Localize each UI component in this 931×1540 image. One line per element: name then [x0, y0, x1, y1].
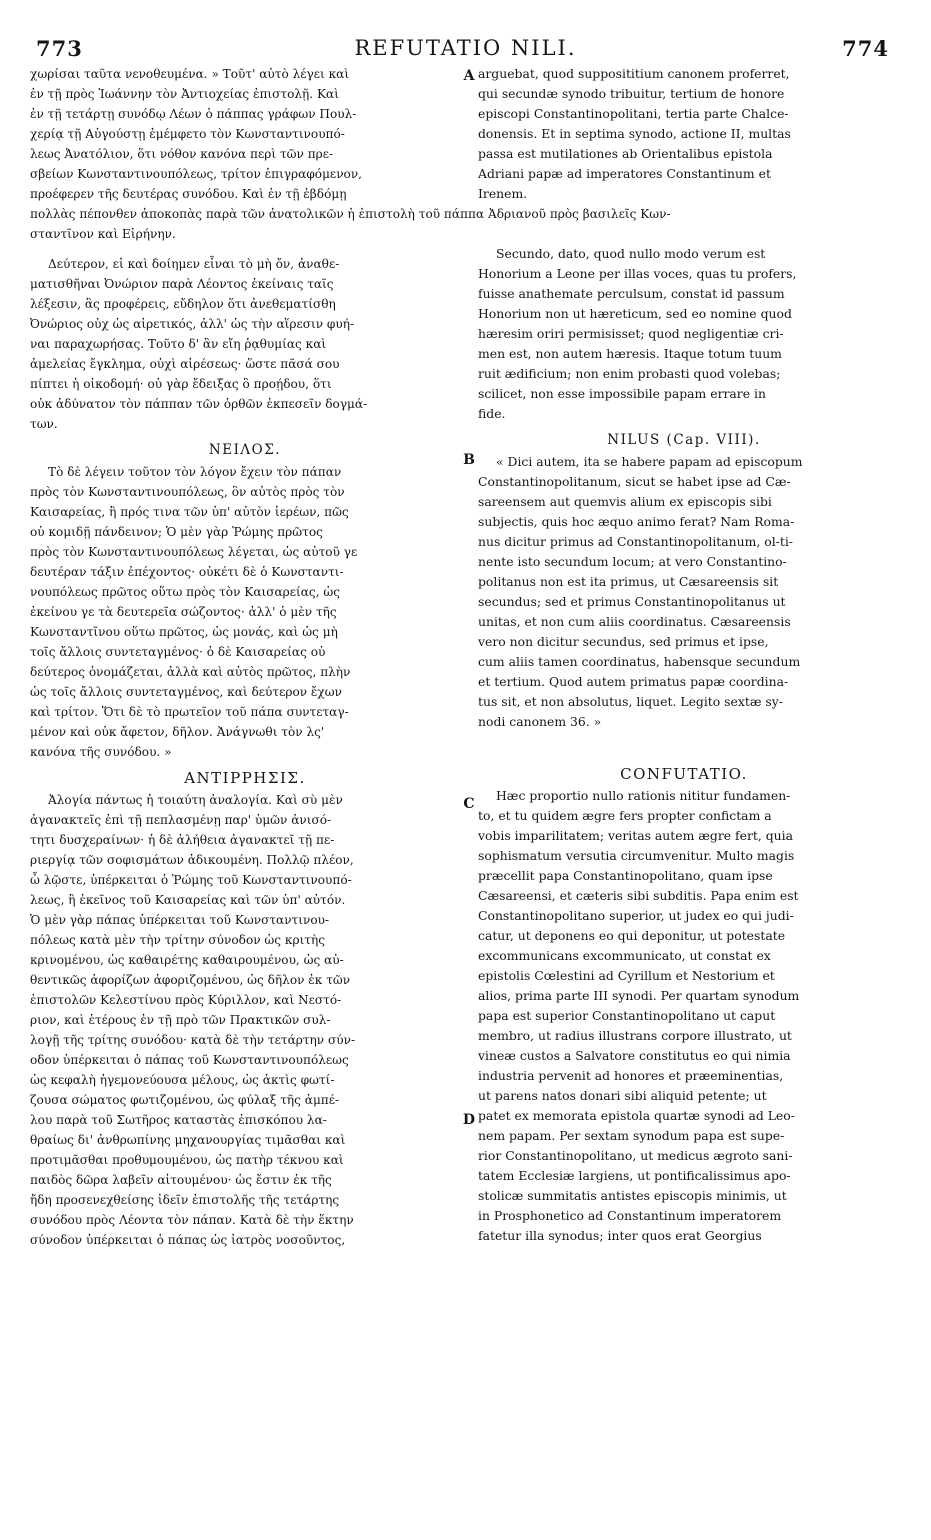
text-line: κανόνα τῆς συνόδου. » — [30, 745, 172, 759]
text-line: nodi canonem 36. » — [478, 714, 602, 729]
text-line: νουπόλεως πρῶτος οὕτω πρὸς τὸν Καισαρείας, ὡς — [30, 585, 341, 599]
text-line: papa est superior Constantinopolitano ut caput — [478, 1008, 776, 1023]
text-line: ζουσα σώματος φωτιζομένου, ὡς φύλαξ τῆς ἀμπέ- — [30, 1093, 340, 1107]
text-line: Τὸ δὲ λέγειν τοῦτον τὸν λόγον ἔχειν τὸν πάπαν — [48, 465, 342, 479]
text-line: fide. — [478, 406, 506, 421]
latin-column — [478, 64, 890, 1528]
text-line: προτιμᾶσθαι προθυμουμένου, ὡς πατὴρ τέκνου καὶ — [30, 1153, 344, 1167]
margin-marker-c: C — [463, 796, 475, 812]
running-title: REFUTATIO NILI. — [354, 36, 577, 60]
text-line: οδον ὑπέρκειται ὁ πάπας τοῦ Κωνσταντινουπόλεως — [30, 1053, 349, 1067]
text-line: δευτέραν τάξιν ἐπέχοντος· οὐκέτι δὲ ὁ Κωνσταντι- — [30, 565, 344, 579]
margin-marker-d: D — [462, 1112, 476, 1128]
text-line: μένον καὶ οὐκ ἄφετον, δῆλον. Ἀνάγνωθι τὸν λς' — [30, 725, 325, 739]
text-line: Hæc proportio nullo rationis nititur fundamen- — [496, 788, 791, 803]
text-line: πόλεως κατὰ μὲν τὴν τρίτην σύνοδον ὡς κριτὴς — [30, 933, 326, 947]
text-line: πρὸς τὸν Κωνσταντινουπόλεως λέγεται, ὡς αὐτοῦ γε — [30, 545, 358, 559]
text-line: to, et tu quidem ægre fers propter confictam a — [478, 808, 772, 823]
text-line: catur, ut deponens eo qui deponitur, ut potestate — [478, 928, 786, 943]
text-line: unitas, et non cum aliis coordinatus. Cæsareensis — [478, 614, 791, 629]
text-line: λου παρὰ τοῦ Σωτῆρος καταστὰς ἐπισκόπου λα- — [30, 1113, 327, 1127]
text-line: Secundo, dato, quod nullo modo verum est — [496, 246, 766, 261]
text-line: Καισαρείας, ἢ πρός τινα τῶν ὑπ' αὐτὸν ἱερέων, πῶς — [30, 505, 349, 519]
latin-heading-confutatio: CONFUTATIO. — [620, 765, 748, 783]
text-line: ὡς τοῖς ἄλλοις συντεταγμένος, καὶ δεύτερον ἔχων — [30, 685, 342, 699]
text-line: ἐν τῇ τετάρτῃ συνόδῳ Λέων ὁ πάππας γράφων Πουλ- — [30, 107, 357, 121]
text-line: vero non dicitur secundus, sed primus et ipse, — [478, 634, 769, 649]
text-line: σταντῖνον καὶ Εἰρήνην. — [30, 227, 176, 241]
text-line: Ἀλογία πάντως ἡ τοιαύτη ἀναλογία. Καὶ σὺ μὲν — [48, 793, 343, 807]
text-line: δεύτερος ὀνομάζεται, ἀλλὰ καὶ αὐτὸς πρῶτος, πλὴν — [30, 665, 351, 679]
text-line: scilicet, non esse impossibile papam errare in — [478, 386, 766, 401]
text-line: fuisse anathemate perculsum, constat id passum — [478, 286, 785, 301]
text-line: Adriani papæ ad imperatores Constantinum et — [478, 166, 771, 181]
text-line: epistolis Cœlestini ad Cyrillum et Nestorium et — [478, 968, 775, 983]
text-line: λεως, ἢ ἐκεῖνος τοῦ Καισαρείας καὶ τῶν ὑπ' αὐτόν. — [30, 893, 346, 907]
text-line: nente isto secundum locum; at vero Constantino- — [478, 554, 787, 569]
text-line: Ὁ μὲν γὰρ πάπας ὑπέρκειται τοῦ Κωνσταντινου- — [30, 913, 330, 927]
text-line: Constantinopolitano superior, ut judex eo qui judi- — [478, 908, 794, 923]
text-line: καὶ τρίτον. Ὅτι δὲ τὸ πρωτεῖον τοῦ πάπα συντεταγ- — [30, 705, 349, 719]
text-line: προέφερεν τῆς δευτέρας συνόδου. Καὶ ἐν τῇ ἑβδόμῃ — [30, 187, 347, 201]
text-line: fatetur illa synodus; inter quos erat Georgius — [478, 1228, 762, 1243]
text-line: Cæsareensi, et cæteris sibi subditis. Papa enim est — [478, 888, 799, 903]
text-line: ἀμελείας ἔγκλημα, οὐχὶ αἱρέσεως· ὥστε πᾶσά σου — [30, 357, 340, 371]
text-line: « Dici autem, ita se habere papam ad episcopum — [496, 454, 803, 469]
text-line: χερίᾳ τῇ Αὐγούστῃ ἐμέμφετο τὸν Κωνσταντινουπό- — [30, 127, 345, 141]
text-line: men est, non autem hæresis. Itaque totum tuum — [478, 346, 782, 361]
text-line: κρινομένου, ὡς καθαιρέτης καθαιρουμένου, ὡς αὐ- — [30, 953, 344, 967]
text-line: stolicæ summitatis antistes episcopis minimis, ut — [478, 1188, 787, 1203]
text-line: συνόδου πρὸς Λέοντα τὸν πάπαν. Κατὰ δὲ τὴν ἕκτην — [30, 1213, 354, 1227]
text-line: θραίως δι' ἀνθρωπίνης μηχανουργίας τιμᾶσθαι καὶ — [30, 1133, 346, 1147]
text-line: sophismatum versutia circumvenitur. Multo magis — [478, 848, 795, 863]
text-line: politanus non est ita primus, ut Cæsareensis sit — [478, 574, 779, 589]
text-line: ἐν τῇ πρὸς Ἰωάννην τὸν Ἀντιοχείας ἐπιστολῇ. Καὶ — [30, 87, 339, 101]
text-line: σύνοδον ὑπέρκειται ὁ πάπας ὡς ἰατρὸς νοσοῦντος, — [30, 1233, 346, 1247]
text-line: qui secundæ synodo tribuitur, tertium de honore — [478, 86, 785, 101]
text-line: λέξεσιν, ἃς προφέρεις, εὔδηλον ὅτι ἀνεθεματίσθη — [30, 297, 336, 311]
greek-heading-nilus: ΝΕΙΛΟΣ. — [208, 442, 282, 458]
text-line: ὡς κεφαλὴ ἡγεμονεύουσα μέλους, ὡς ἀκτὶς φωτί- — [30, 1073, 335, 1087]
text-line: industria pervenit ad honores et præeminentias, — [478, 1068, 784, 1083]
text-line: Constantinopolitanum, sicut se habet ipse ad Cæ- — [478, 474, 791, 489]
text-line: alios, prima parte III synodi. Per quartam synodum — [478, 988, 800, 1003]
text-line: τητι δυσχεραίνων· ἡ δὲ ἀλήθεια ἀγανακτεῖ τῇ πε- — [30, 833, 335, 847]
text-line: πίπτει ἡ οἰκοδομή· οὐ γὰρ ἔδειξας ὃ προῄδου, ὅτι — [30, 377, 332, 391]
text-line: vobis imparilitatem; veritas autem ægre fert, quia — [478, 828, 794, 843]
text-line: episcopi Constantinopolitani, tertia parte Chalce- — [478, 106, 789, 121]
text-line: λογῇ τῆς τρίτης συνόδου· κατὰ δὲ τὴν τετάρτην σύν- — [30, 1033, 356, 1047]
text-line: tatem Ecclesiæ largiens, ut pontificalissimus apo- — [478, 1168, 791, 1183]
page-header — [0, 22, 931, 60]
latin-confutatio-paragraph — [478, 786, 890, 1246]
text-line: ἤδη προσενεχθείσης ἰδεῖν ἐπιστολῆς τῆς τετάρτης — [30, 1193, 340, 1207]
greek-second-paragraph — [30, 254, 460, 434]
text-line: ἐκείνου γε τὰ δευτερεῖα σώζοντος· ἀλλ' ὁ μὲν τῆς — [30, 605, 337, 619]
text-line: Honorium non ut hæreticum, sed eo nomine quod — [478, 306, 792, 321]
text-line: passa est mutilationes ab Orientalibus epistola — [478, 146, 773, 161]
text-line: ματισθῆναι Ὀνώριον παρὰ Λέοντος ἐκείναις ταῖς — [30, 277, 334, 291]
text-line: ut parens natos donari sibi aliquid petente; ut — [478, 1088, 767, 1103]
text-line: nus dicitur primus ad Constantinopolitanum, ol-ti- — [478, 534, 793, 549]
text-line: ριον, καὶ ἑτέρους ἐν τῇ πρὸ τῶν Πρακτικῶν συλ- — [30, 1013, 331, 1027]
text-line: παιδὸς δῶρα λαβεῖν αἰτουμένου· ὡς ἔστιν ἐκ τῆς — [30, 1173, 332, 1187]
text-line: τοῖς ἄλλοις συντεταγμένος· ὁ δὲ Καισαρείας οὐ — [30, 645, 326, 659]
latin-nilus-paragraph — [478, 452, 890, 732]
text-line: των. — [30, 417, 58, 431]
text-line: patet ex memorata epistola quartæ synodi ad Leo- — [478, 1108, 795, 1123]
text-line: tus sit, et non absolutus, liquet. Legito sextæ sy- — [478, 694, 783, 709]
text-line: ριεργίᾳ τῶν σοφισμάτων ἀδικουμένη. Πολλῷ πλέον, — [30, 853, 354, 867]
text-line: vineæ custos a Salvatore constitutus eo qui nimia — [478, 1048, 791, 1063]
text-line: membro, ut radius illustrans corpore illustrato, ut — [478, 1028, 792, 1043]
text-line: excommunicans excommunicato, ut constat ex — [478, 948, 771, 963]
margin-marker-b: B — [463, 452, 475, 468]
margin-marker-a: A — [463, 68, 475, 84]
text-line: λεως Ἀνατόλιον, ὅτι νόθον κανόνα περὶ τῶν πρε- — [30, 147, 334, 161]
latin-second-paragraph — [478, 244, 890, 424]
text-line: ναι παραχωρήσας. Τοῦτο δ' ἂν εἴη ῥᾳθυμίας καὶ — [30, 337, 327, 351]
text-line: Δεύτερον, εἰ καὶ δοίημεν εἶναι τὸ μὴ ὄν, ἀναθε- — [48, 257, 340, 271]
greek-antirrhesis-paragraph — [30, 790, 460, 1250]
text-line: πρὸς τὸν Κωνσταντινουπόλεως, ὃν αὐτὸς πρὸς τὸν — [30, 485, 345, 499]
text-line: ἐπιστολῶν Κελεστίνου πρὸς Κύριλλον, καὶ Νεστό- — [30, 993, 342, 1007]
text-line: πολλὰς πέπονθεν ἀποκοπὰς παρὰ τῶν ἀνατολικῶν ἡ ἐπιστολὴ τοῦ πάππα Ἀδριανοῦ πρὸς βασιλεῖς Κων- — [30, 207, 671, 221]
text-line: Ὀνώριος οὐχ ὡς αἱρετικός, ἀλλ' ὡς τὴν αἵρεσιν φυή- — [30, 317, 355, 331]
text-line: ruit ædificium; non enim probasti quod volebas; — [478, 366, 781, 381]
text-line: arguebat, quod supposititium canonem proferret, — [478, 66, 790, 81]
text-line: ὦ λῷστε, ὑπέρκειται ὁ Ῥώμης τοῦ Κωνσταντινουπό- — [30, 873, 352, 887]
text-line: θεντικῶς ἀφορίζων ἀφοριζομένου, ὡς δῆλον ἐκ τῶν — [30, 973, 351, 987]
text-line: Irenem. — [478, 186, 528, 201]
text-line: οὐκ ἀδύνατον τὸν πάππαν τῶν ὀρθῶν ἐκπεσεῖν δογμά- — [30, 397, 368, 411]
text-line: subjectis, quis hoc æquo animo ferat? Nam Roma- — [478, 514, 795, 529]
text-line: χωρίσαι ταῦτα νενοθευμένα. » Τοῦτ' αὐτὸ λέγει καὶ — [30, 67, 350, 81]
text-line: donensis. Et in septima synodo, actione II, multas — [478, 126, 791, 141]
text-line: nem papam. Per sextam synodum papa est supe- — [478, 1128, 785, 1143]
text-line: secundus; sed et primus Constantinopolitanus ut — [478, 594, 786, 609]
text-line: et tertium. Quod autem primatus papæ coordina- — [478, 674, 789, 689]
right-page-number: 774 — [842, 36, 889, 61]
text-line: hæresim oriri permisisset; quod negligentiæ cri- — [478, 326, 784, 341]
text-line: cum aliis tamen coordinatus, habensque secundum — [478, 654, 801, 669]
left-page-number: 773 — [36, 36, 83, 61]
text-line: in Prosphonetico ad Constantinum imperatorem — [478, 1208, 782, 1223]
text-line: sareensem aut quemvis alium ex episcopis sibi — [478, 494, 772, 509]
text-line: Honorium a Leone per illas voces, quas tu profers, — [478, 266, 797, 281]
text-line: Κωνσταντῖνου οὕτω πρῶτος, ὡς μονάς, καὶ ὡς μὴ — [30, 625, 338, 639]
text-line: σβείων Κωνσταντινουπόλεως, τρίτον ἐπιγραφόμενον, — [30, 167, 363, 181]
latin-intro-paragraph — [478, 64, 890, 204]
text-line: οὐ κομιδῇ πάνδεινον; Ὁ μὲν γὰρ Ῥώμης πρῶτος — [30, 525, 323, 539]
greek-heading-antirrhesis: ΑΝΤΙΡΡΗΣΙΣ. — [184, 769, 306, 787]
greek-nilus-paragraph — [30, 462, 460, 762]
text-line: rior Constantinopolitano, ut medicus ægroto sani- — [478, 1148, 793, 1163]
text-line: ἀγανακτεῖς ἐπὶ τῇ πεπλασμένῃ παρ' ὑμῶν ἀνισό- — [30, 813, 332, 827]
latin-heading-nilus: NILUS (Cap. VIII). — [607, 432, 761, 448]
text-line: præcellit papa Constantinopolitano, quam ipse — [478, 868, 773, 883]
